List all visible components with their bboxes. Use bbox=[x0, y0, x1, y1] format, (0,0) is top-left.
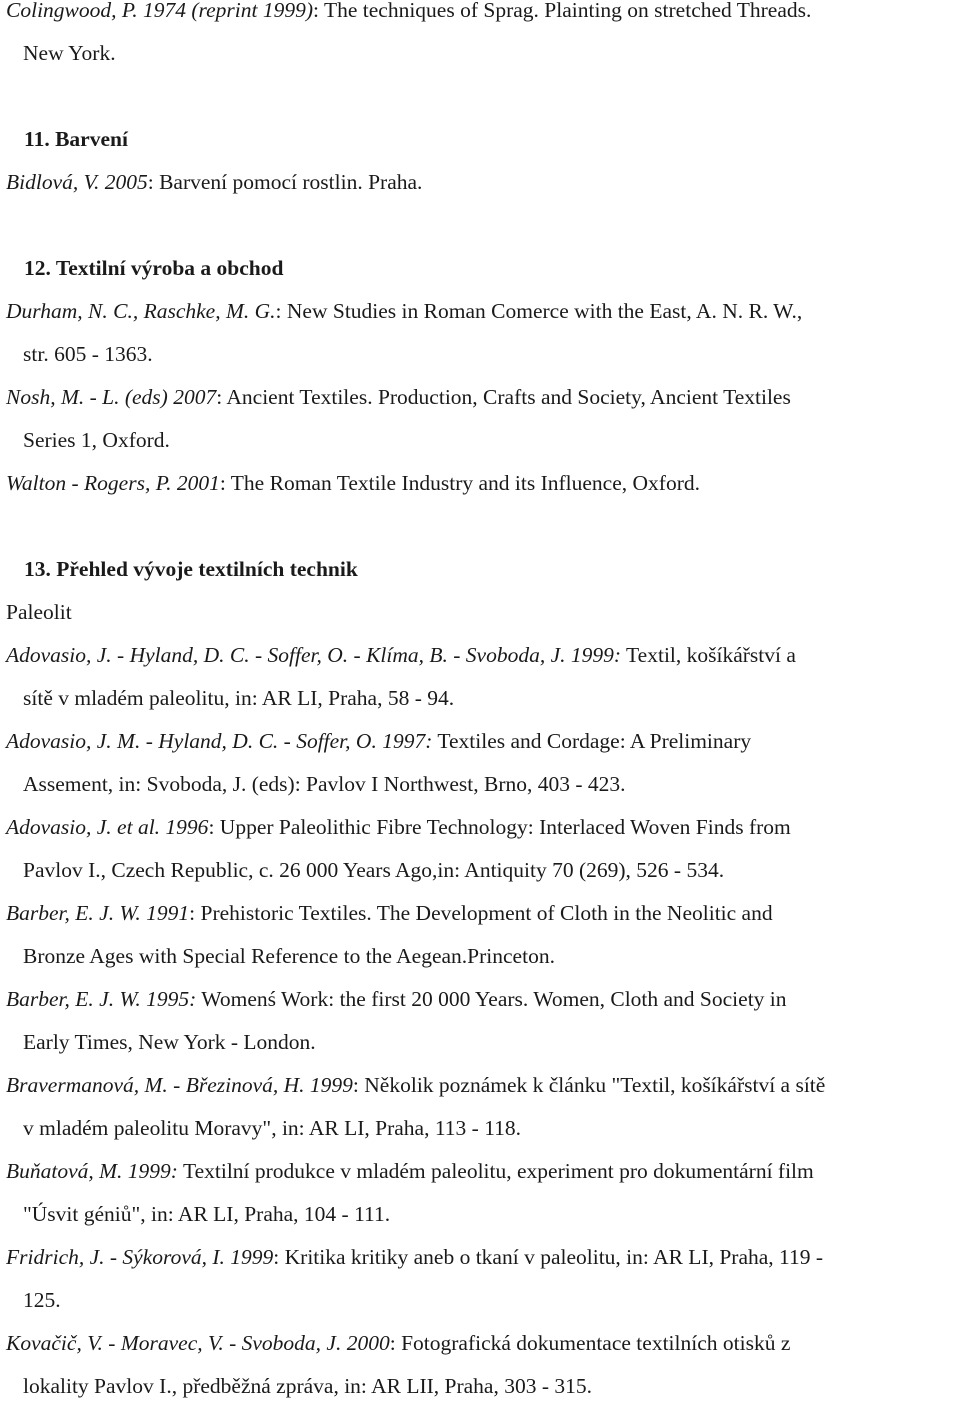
bib-entry-continued bbox=[6, 419, 956, 462]
bib-entry-continued bbox=[6, 677, 956, 720]
entry-text: Textiles and Cordage: A Preliminary bbox=[432, 729, 752, 753]
entry-author: Buňatová, M. 1999: bbox=[6, 1159, 178, 1183]
entry-text: Textilní produkce v mladém paleolitu, experiment pro dokumentární film bbox=[177, 1159, 814, 1183]
bib-entry bbox=[6, 978, 956, 1021]
entry-text: Barvení pomocí rostlin. Praha. bbox=[159, 170, 423, 194]
entry-text-continued: New York. bbox=[23, 41, 116, 65]
entry-text: The Roman Textile Industry and its Influence, Oxford. bbox=[230, 471, 700, 495]
bibliography-page bbox=[6, 0, 956, 1408]
bib-entry bbox=[6, 1236, 956, 1279]
bib-entry bbox=[6, 1150, 956, 1193]
entry-text: The techniques of Sprag. Plainting on stretched Threads. bbox=[323, 0, 812, 22]
entry-author: Durham, N. C., Raschke, M. G. bbox=[6, 299, 276, 323]
entry-author: Bidlová, V. bbox=[6, 170, 105, 194]
section-heading-13: 13. Přehled vývoje textilních technik bbox=[24, 557, 358, 581]
entry-text-continued: Series 1, Oxford. bbox=[23, 428, 170, 452]
entry-author: Bravermanová, M. - Březinová, H. 1999 bbox=[6, 1073, 353, 1097]
bib-entry bbox=[6, 1064, 956, 1107]
entry-author: Adovasio, J. M. - Hyland, D. C. - Soffer, O. 1997: bbox=[6, 729, 433, 753]
entry-text-continued: v mladém paleolitu Moravy", in: AR LI, Praha, 113 - 118. bbox=[23, 1116, 522, 1140]
entry-author: Barber, E. J. W. 1991 bbox=[6, 901, 190, 925]
entry-text: New Studies in Roman Comerce with the East, A. N. R. W., bbox=[286, 299, 803, 323]
spacer bbox=[6, 204, 956, 247]
bib-entry-continued bbox=[6, 1021, 956, 1064]
entry-year: 2005 bbox=[104, 170, 148, 194]
entry-text-continued: Bronze Ages with Special Reference to the Aegean.Princeton. bbox=[23, 944, 555, 968]
entry-text: : Kritika kritiky aneb o tkaní v paleolitu, in: AR LI, Praha, 119 - bbox=[273, 1245, 824, 1269]
entry-author: Nosh, M. - L. (eds) 2007 bbox=[6, 385, 217, 409]
bib-entry-continued bbox=[6, 763, 956, 806]
bib-entry-continued bbox=[6, 1193, 956, 1236]
bib-entry bbox=[6, 376, 956, 419]
entry-text-continued: "Úsvit géniů", in: AR LI, Praha, 104 - 111. bbox=[23, 1202, 391, 1226]
entry-author: Adovasio, J. et al. 1996 bbox=[6, 815, 209, 839]
entry-sep: : bbox=[219, 471, 231, 495]
entry-text: Textil, košíkářství a bbox=[621, 643, 796, 667]
entry-sep: : bbox=[313, 0, 324, 22]
entry-author: Fridrich, J. - Sýkorová, I. 1999 bbox=[6, 1245, 274, 1269]
spacer bbox=[6, 505, 956, 548]
bib-entry bbox=[6, 892, 956, 935]
entry-text-continued: Pavlov I., Czech Republic, c. 26 000 Years Ago,in: Antiquity 70 (269), 526 - 534. bbox=[23, 858, 725, 882]
bib-entry bbox=[6, 161, 956, 204]
entry-text-continued: Assement, in: Svoboda, J. (eds): Pavlov I Northwest, Brno, 403 - 423. bbox=[23, 772, 626, 796]
spacer bbox=[6, 75, 956, 118]
entry-text-continued: str. 605 - 1363. bbox=[23, 342, 153, 366]
bib-entry bbox=[6, 634, 956, 677]
entry-author: Adovasio, J. - Hyland, D. C. - Soffer, O. - Klíma, B. - Svoboda, J. 1999: bbox=[6, 643, 622, 667]
bib-entry bbox=[6, 290, 956, 333]
entry-year: 1974 (reprint 1999) bbox=[143, 0, 313, 22]
entry-author: Walton - Rogers, P. 2001 bbox=[6, 471, 220, 495]
section-heading-11: 11. Barvení bbox=[24, 127, 128, 151]
entry-text-continued: 125. bbox=[23, 1288, 61, 1312]
bib-entry-continued bbox=[6, 32, 956, 75]
bib-entry bbox=[6, 0, 956, 32]
entry-text: : Několik poznámek k článku "Textil, košíkářství a sítě bbox=[352, 1073, 826, 1097]
bib-entry bbox=[6, 720, 956, 763]
entry-text: Womenś Work: the first 20 000 Years. Women, Cloth and Society in bbox=[196, 987, 787, 1011]
entry-text-continued: Early Times, New York - London. bbox=[23, 1030, 316, 1054]
entry-text-continued: lokality Pavlov I., předběžná zpráva, in: AR LII, Praha, 303 - 315. bbox=[23, 1374, 593, 1398]
bib-entry-continued bbox=[6, 1107, 956, 1150]
subheading-paleolit: Paleolit bbox=[6, 600, 72, 624]
entry-text: : Prehistoric Textiles. The Development of Cloth in the Neolitic and bbox=[189, 901, 773, 925]
bib-entry-continued bbox=[6, 1279, 956, 1322]
bib-entry-continued bbox=[6, 935, 956, 978]
entry-author: Kovačič, V. - Moravec, V. - Svoboda, J. 2000 bbox=[6, 1331, 390, 1355]
bib-entry-continued bbox=[6, 849, 956, 892]
entry-text: : Fotografická dokumentace textilních otisků z bbox=[389, 1331, 791, 1355]
entry-sep: : bbox=[147, 170, 160, 194]
entry-sep: : bbox=[216, 385, 227, 409]
entry-text: Ancient Textiles. Production, Crafts and Society, Ancient Textiles bbox=[226, 385, 791, 409]
entry-author: Colingwood, P. bbox=[6, 0, 143, 22]
entry-text: : Upper Paleolithic Fibre Technology: Interlaced Woven Finds from bbox=[208, 815, 791, 839]
entry-sep: : bbox=[275, 299, 287, 323]
entry-text-continued: sítě v mladém paleolitu, in: AR LI, Praha, 58 - 94. bbox=[23, 686, 455, 710]
bib-entry bbox=[6, 806, 956, 849]
bib-entry-continued bbox=[6, 333, 956, 376]
section-heading-12: 12. Textilní výroba a obchod bbox=[24, 256, 284, 280]
entry-author: Barber, E. J. W. 1995: bbox=[6, 987, 197, 1011]
bib-entry bbox=[6, 462, 956, 505]
bib-entry bbox=[6, 1322, 956, 1365]
